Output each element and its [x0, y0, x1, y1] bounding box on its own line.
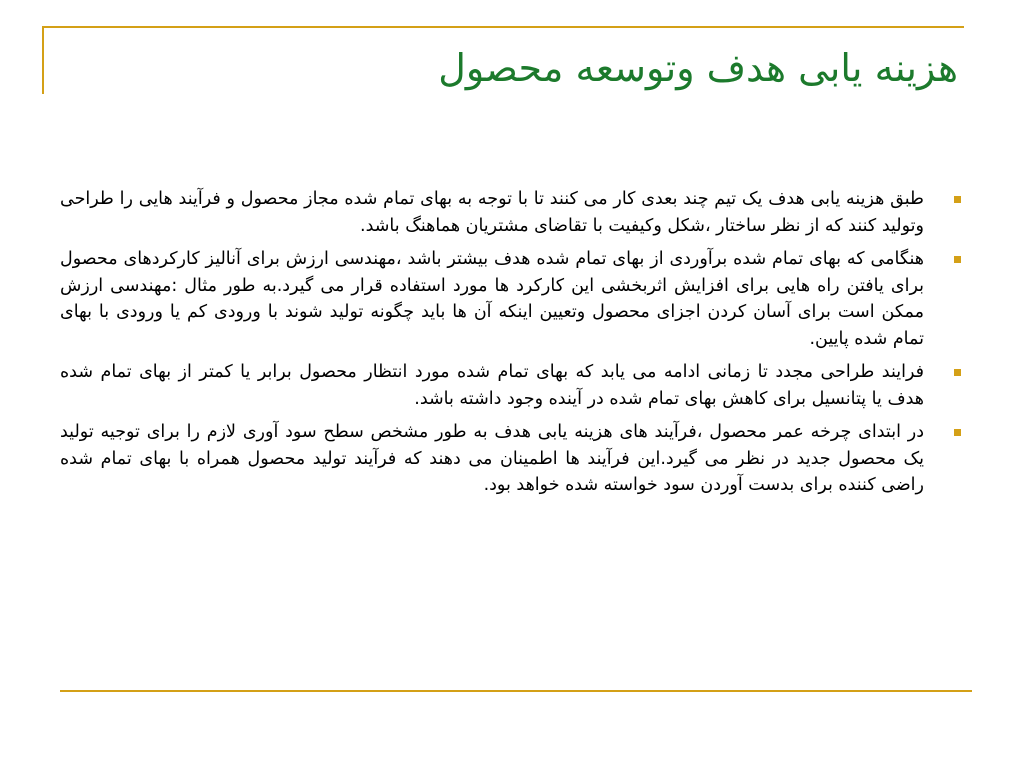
- bullet-text-1: طبق هزینه یابی هدف یک تیم چند بعدی کار می کنند تا با توجه به بهای تمام شده مجاز محصول و فرآیند هایی را طراحی وتولید کنند که از نظر ساختار ،شکل وکیفیت با تقاضای مشتریان هماهنگ باشد.: [60, 189, 924, 236]
- bullet-item-1: [60, 186, 970, 239]
- bullet-item-4: [60, 419, 970, 499]
- bullet-text-4: در ابتدای چرخه عمر محصول ،فرآیند های هزینه یابی هدف به طور مشخص سطح سود آوری لازم را برای توجیه تولید یک محصول جدید در نظر می گیرد.این فرآیند ها اطمینان می دهند که فرآیند تولید محصول همراه با بهای تمام شده راضی کننده برای بدست آوردن سود خواسته شده خواهد بود.: [60, 422, 924, 495]
- square-bullet-icon: [954, 196, 961, 203]
- square-bullet-icon: [954, 369, 961, 376]
- square-bullet-icon: [954, 429, 961, 436]
- slide-title: هزینه یابی هدف وتوسعه محصول: [438, 46, 958, 90]
- bullet-item-3: [60, 359, 970, 412]
- bullet-item-2: [60, 246, 970, 352]
- bullet-list: [60, 186, 970, 499]
- bottom-rule: [60, 690, 972, 692]
- top-rule: [42, 26, 964, 28]
- square-bullet-icon: [954, 256, 961, 263]
- bullet-text-2: هنگامی که بهای تمام شده برآوردی از بهای تمام شده هدف بیشتر باشد ،مهندسی ارزش برای آنالیز کارکردهای محصول برای یافتن راه هایی برای افزایش اثربخشی این کارکرد ها مورد استفاده قرار می گیرد.به طور مثال :مهندسی ارزش ممکن است برای آسان کردن اجزای محصول وتعیین اینکه آن ها باید چگونه تولید شوند با ورودی کم یا ورودی با بهای تمام شده پایین.: [60, 249, 924, 349]
- slide-content: [60, 186, 970, 506]
- bullet-text-3: فرایند طراحی مجدد تا زمانی ادامه می یابد که بهای تمام شده مورد انتظار محصول برابر یا کمتر از بهای تمام شده هدف یا پتانسیل برای کاهش بهای تمام شده در آینده وجود داشته باشد.: [60, 362, 924, 409]
- left-rule: [42, 26, 44, 94]
